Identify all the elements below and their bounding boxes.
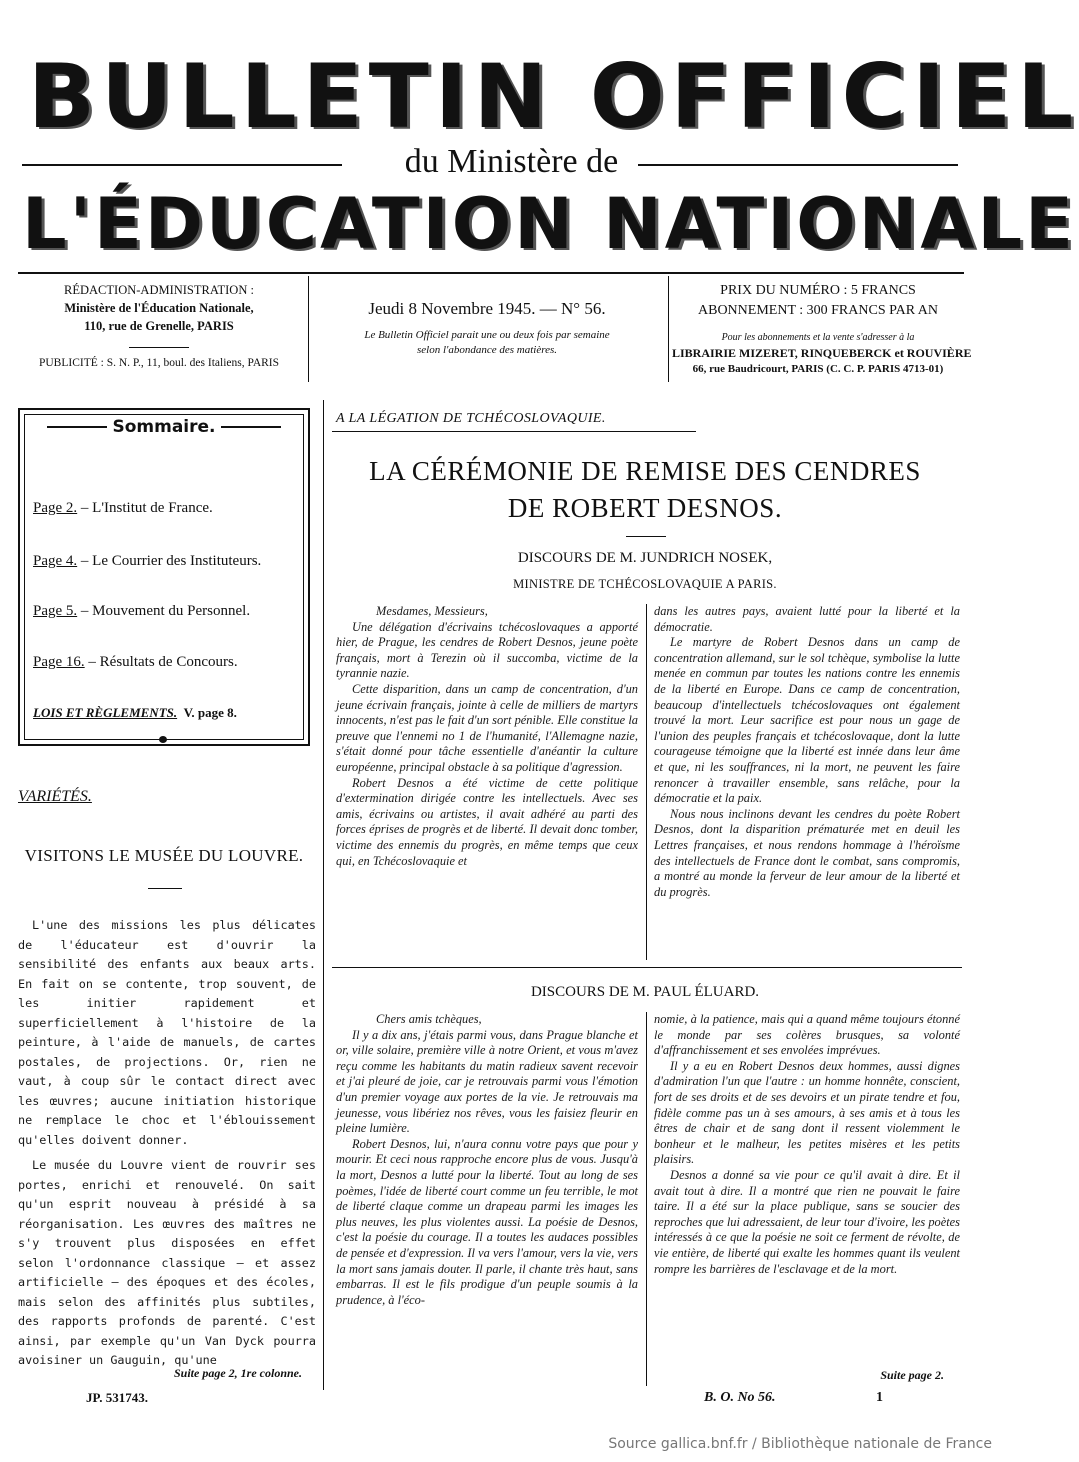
paragraph: Il y a eu en Robert Desnos deux hommes, aussi dignes d'admiration l'un que l'autre : un homme honnête, conscient, fort de ses droits et de ses devoirs et un pirate tendre et fou, fidèle comme pas un à ses amours, à ses amis et à tous les êtres de chair et de sang dont il ressent violemment le bonheur et le malheur, les petites misères et les petits plaisirs. [654, 1058, 960, 1167]
subscription-note: Pour les abonnements et la vente s'adresser à la [721, 332, 915, 343]
louvre-rule [148, 888, 182, 889]
louvre-suite: Suite page 2, 1re colonne. [174, 1366, 302, 1380]
sommaire-page: Page 16. [33, 654, 85, 670]
section-rule [332, 431, 696, 432]
paragraph: Une délégation d'écrivains tchécoslovaques a apporté hier, de Prague, les cendres de Robert Desnos, jeune poète français, mort à Terezin où il succomba, victime de la tyrannie nazie. [336, 619, 638, 681]
paragraph: Robert Desnos a été victime de cette politique d'extermination dirigée contre les intellectuels. Avec ses amis, écrivains ou artistes, il avait adhéré au parti des forces éprises de progrès et de liberté. Il devait donc tomber, victime des ennemis du progrès, en même temps que ceux qui, en Tchécoslovaquie et [336, 775, 638, 868]
issue-note-line1: Le Bulletin Officiel parait une ou deux fois par semaine [364, 329, 610, 341]
sommaire-item[interactable] [33, 553, 261, 570]
header-left-line1: RÉDACTION-ADMINISTRATION : [64, 283, 254, 297]
speech2-column-right [654, 1012, 960, 1364]
article-title-line1: LA CÉRÉMONIE DE REMISE DES CENDRES [369, 456, 921, 486]
masthead-ministry: L'ÉDUCATION NATIONALE [22, 183, 1076, 265]
sommaire-item[interactable] [33, 654, 238, 671]
paragraph: Le martyre de Robert Desnos dans un camp de concentration allemand, sur le sol tchèque, symbolise la lutte menée en commun par toutes les nations contre les ennemis de la liberté en Europe. Dans ce camp de concentration, beaucoup d'intellectuels tchécoslovaques ont également trouvé la mort. Leur sacrifice est pour nous un gage de l'union des peuples français et tchécoslovaque, dont la lutte courageuse témoigne que la liberté est innée dans leur âme et que, ni les souffrances, ni la mort, ne peuvent les faire renoncer à travailler ensemble, sans relâche, pour la démocratie et la paix. [654, 635, 960, 806]
sommaire-box [18, 408, 310, 746]
header-left-line4: PUBLICITÉ : S. N. P., 11, boul. des Italiens, PARIS [38, 357, 280, 369]
salutation: Chers amis tchèques, [376, 1012, 482, 1026]
header-left-rule [129, 347, 189, 348]
header-rule [18, 272, 964, 274]
paragraph: Nous nous inclinons devant les cendres du poète Robert Desnos, dont la disparition prématurée met en deuil les Lettres françaises, et nous rendons hommage à l'héroïsme des intellectuels de France dont le combat, sans compromis, a montré au monde la ferveur de leur amour de la liberté et du progrès. [654, 806, 960, 899]
header-sep-right [668, 276, 669, 382]
sommaire-text: – Résultats de Concours. [84, 654, 238, 670]
paragraph: Il y a dix ans, j'étais parmi vous, dans Prague blanche et or, ville solaire, première ville à notre Orient, et vous m'avez reçu comme les habitants du matin radieux savent recevoir et j'ai pleuré de joie, car je retrouvais parmi vous l'émotion d'un premier voyage aux portes de la vie. Je retrouvais ma jeunesse, vous libériez nos rêves, vous les faisiez fleurir en pleine lumière. [336, 1027, 638, 1136]
sommaire-text: – Mouvement du Personnel. [77, 603, 251, 619]
speech1-title: DISCOURS DE M. JUNDRICH NOSEK, [517, 550, 773, 566]
paragraph: Robert Desnos, lui, n'aura connu votre pays que pour y mourir. Et ceci nous rapproche encore plus de vous. Jusqu'à la mort, Desnos a lutté pour la liberté. Tout au long de ses poèmes, l'idée de liberté court comme un feu terrible, le mot de liberté claque comme un drapeau parmi les images les plus neuves, les plus violentes aussi. La poésie de Desnos, c'est la poésie du courage. Il a toutes les audaces possibles de pensée et d'expression. Il va vers l'amour, vers la vie, vers la mort sans jamais douter. Il parle, il chante très haut, sans embarras. Il est le fils prodigue d'un peuple soumis à la prudence, à l'éco- [336, 1136, 638, 1307]
speech1-column-left [336, 604, 638, 960]
header-left [18, 281, 300, 381]
salutation: Mesdames, Messieurs, [376, 604, 488, 618]
speech1-subtitle: MINISTRE DE TCHÉCOSLOVAQUIE A PARIS. [513, 577, 777, 591]
sommaire-page: Page 4. [33, 553, 78, 569]
header-right [672, 281, 972, 377]
sommaire-title-text: Sommaire. [112, 417, 216, 437]
masthead-subtitle: du Ministère de [404, 143, 619, 180]
issue-ref: B. O. No 56. [704, 1390, 776, 1405]
sommaire-page: Page 5. [33, 603, 78, 619]
speech-divider [332, 967, 962, 968]
sommaire-inner [24, 414, 304, 740]
section-label: A LA LÉGATION DE TCHÉCOSLOVAQUIE. [336, 411, 606, 426]
header-sep-left [308, 276, 309, 382]
issue-note-line2: selon l'abondance des matières. [416, 344, 558, 356]
publisher-address: 66, rue Baudricourt, PARIS (C. C. P. PARIS 4713-01) [692, 363, 944, 375]
lois-label: LOIS ET RÈGLEMENTS. [33, 705, 178, 720]
header-center [312, 296, 662, 358]
speech2-title: DISCOURS DE M. PAUL ÉLUARD. [530, 984, 760, 1000]
column-separator-1 [646, 604, 647, 960]
sommaire-title-rule-left [47, 426, 107, 428]
lois-page: V. page 8. [183, 705, 237, 720]
sommaire-item[interactable] [33, 603, 250, 620]
louvre-paragraph: L'une des missions les plus délicates de l'éducateur est d'ouvrir la sensibilité des enfants aux beaux arts. En fait on se contente, trop souvent, de les initier rapidement et superficiellement à l'histoire de la peinture, à l'aide de manuels, de cartes postales, de projections. Or, rien ne vaut, à coup sûr le contact direct avec les œuvres; aucune initiation historique ne remplace le choc et l'éblouissement qu'elles doivent donner. [18, 918, 316, 1147]
paragraph: Desnos a donné sa vie pour ce qu'il avait à dire. Et il avait tout à dire. Il a montré que rien ne pouvait le faire taire. Il a été sur la place publique, sans se soucier des reproches que lui adressaient, de leur tour d'ivoire, les poètes intéressés à ce que la poésie ne soit ce ferment de révolte, de vie entière, de liberté qui exalte les hommes quant ils veulent rompre les barrières de l'esclavage et de la mort. [654, 1167, 960, 1276]
sommaire-title-rule-right [221, 426, 281, 428]
header-left-line2: Ministère de l'Éducation Nationale, [64, 301, 254, 315]
issue-date: Jeudi 8 Novembre 1945. — N° 56. [368, 299, 606, 318]
louvre-body [18, 916, 316, 1367]
paragraph: nomie, à la patience, mais qui a quand même toujours étonné le monde par ses colères brusques, sa volonté d'affranchissement et ses envolées imprévues. [654, 1012, 960, 1058]
sommaire-text: – Le Courrier des Instituteurs. [77, 553, 262, 569]
print-ref: JP. 531743. [86, 1390, 148, 1405]
speech1-column-right [654, 604, 960, 960]
masthead-title: BULLETIN OFFICIEL [28, 45, 1079, 148]
publisher-name: LIBRAIRIE MIZERET, RINQUEBERCK et ROUVIÈRE [672, 346, 972, 360]
price-line: PRIX DU NUMÉRO : 5 FRANCS [720, 283, 916, 298]
subscription-line: ABONNEMENT : 300 FRANCS PAR AN [698, 303, 938, 318]
speech2-column-left [336, 1012, 638, 1386]
column-separator-main [323, 400, 324, 1390]
sommaire-lois[interactable] [33, 705, 237, 721]
louvre-paragraph: Le musée du Louvre vient de rouvrir ses portes, enrichi et renouvelé. On sait qu'un esprit nouveau à présidé à sa réorganisation. Les œuvres des maîtres ne s'y trouvent plus disposées en effet selon l'ordonnance classique — et assez artificielle — des époques et des écoles, mais selon des affinités plus subtiles, des rapports profonds de parenté. C'est ainsi, par exemple qu'un Van Dyck pourra avoisiner un Gauguin, qu'une [18, 1158, 316, 1367]
sommaire-page: Page 2. [33, 500, 78, 516]
louvre-title: VISITONS LE MUSÉE DU LOUVRE. [24, 846, 304, 865]
title-rule [626, 536, 666, 537]
article-suite: Suite page 2. [880, 1368, 944, 1382]
column-separator-2 [646, 1012, 647, 1386]
sommaire-item[interactable] [33, 500, 213, 517]
header-left-line3: 110, rue de Grenelle, PARIS [84, 319, 234, 333]
page-number: 1 [876, 1390, 883, 1405]
sommaire-title [25, 417, 303, 437]
paragraph: Cette disparition, dans un camp de concentration, d'un jeune écrivain français, jointe à celle de milliers de martyrs innocents, n'est pas le fait d'un sort pénible. Elle constitue la preuve que l'ennemi no 1 de l'humanité, l'Allemagne nazie, s'était donné pour tâche essentielle d'anéantir la culture européenne, principal obstacle à sa politique d'agression. [336, 681, 638, 774]
paragraph: dans les autres pays, avaient lutté pour la liberté et la démocratie. [654, 604, 960, 634]
varietes-heading: VARIÉTÉS. [18, 788, 92, 805]
sommaire-text: – L'Institut de France. [77, 500, 213, 516]
article-title-line2: DE ROBERT DESNOS. [507, 493, 783, 523]
bullet-ornament [159, 736, 167, 743]
source-credit[interactable]: Source gallica.bnf.fr / Bibliothèque nationale de France [608, 1436, 992, 1452]
